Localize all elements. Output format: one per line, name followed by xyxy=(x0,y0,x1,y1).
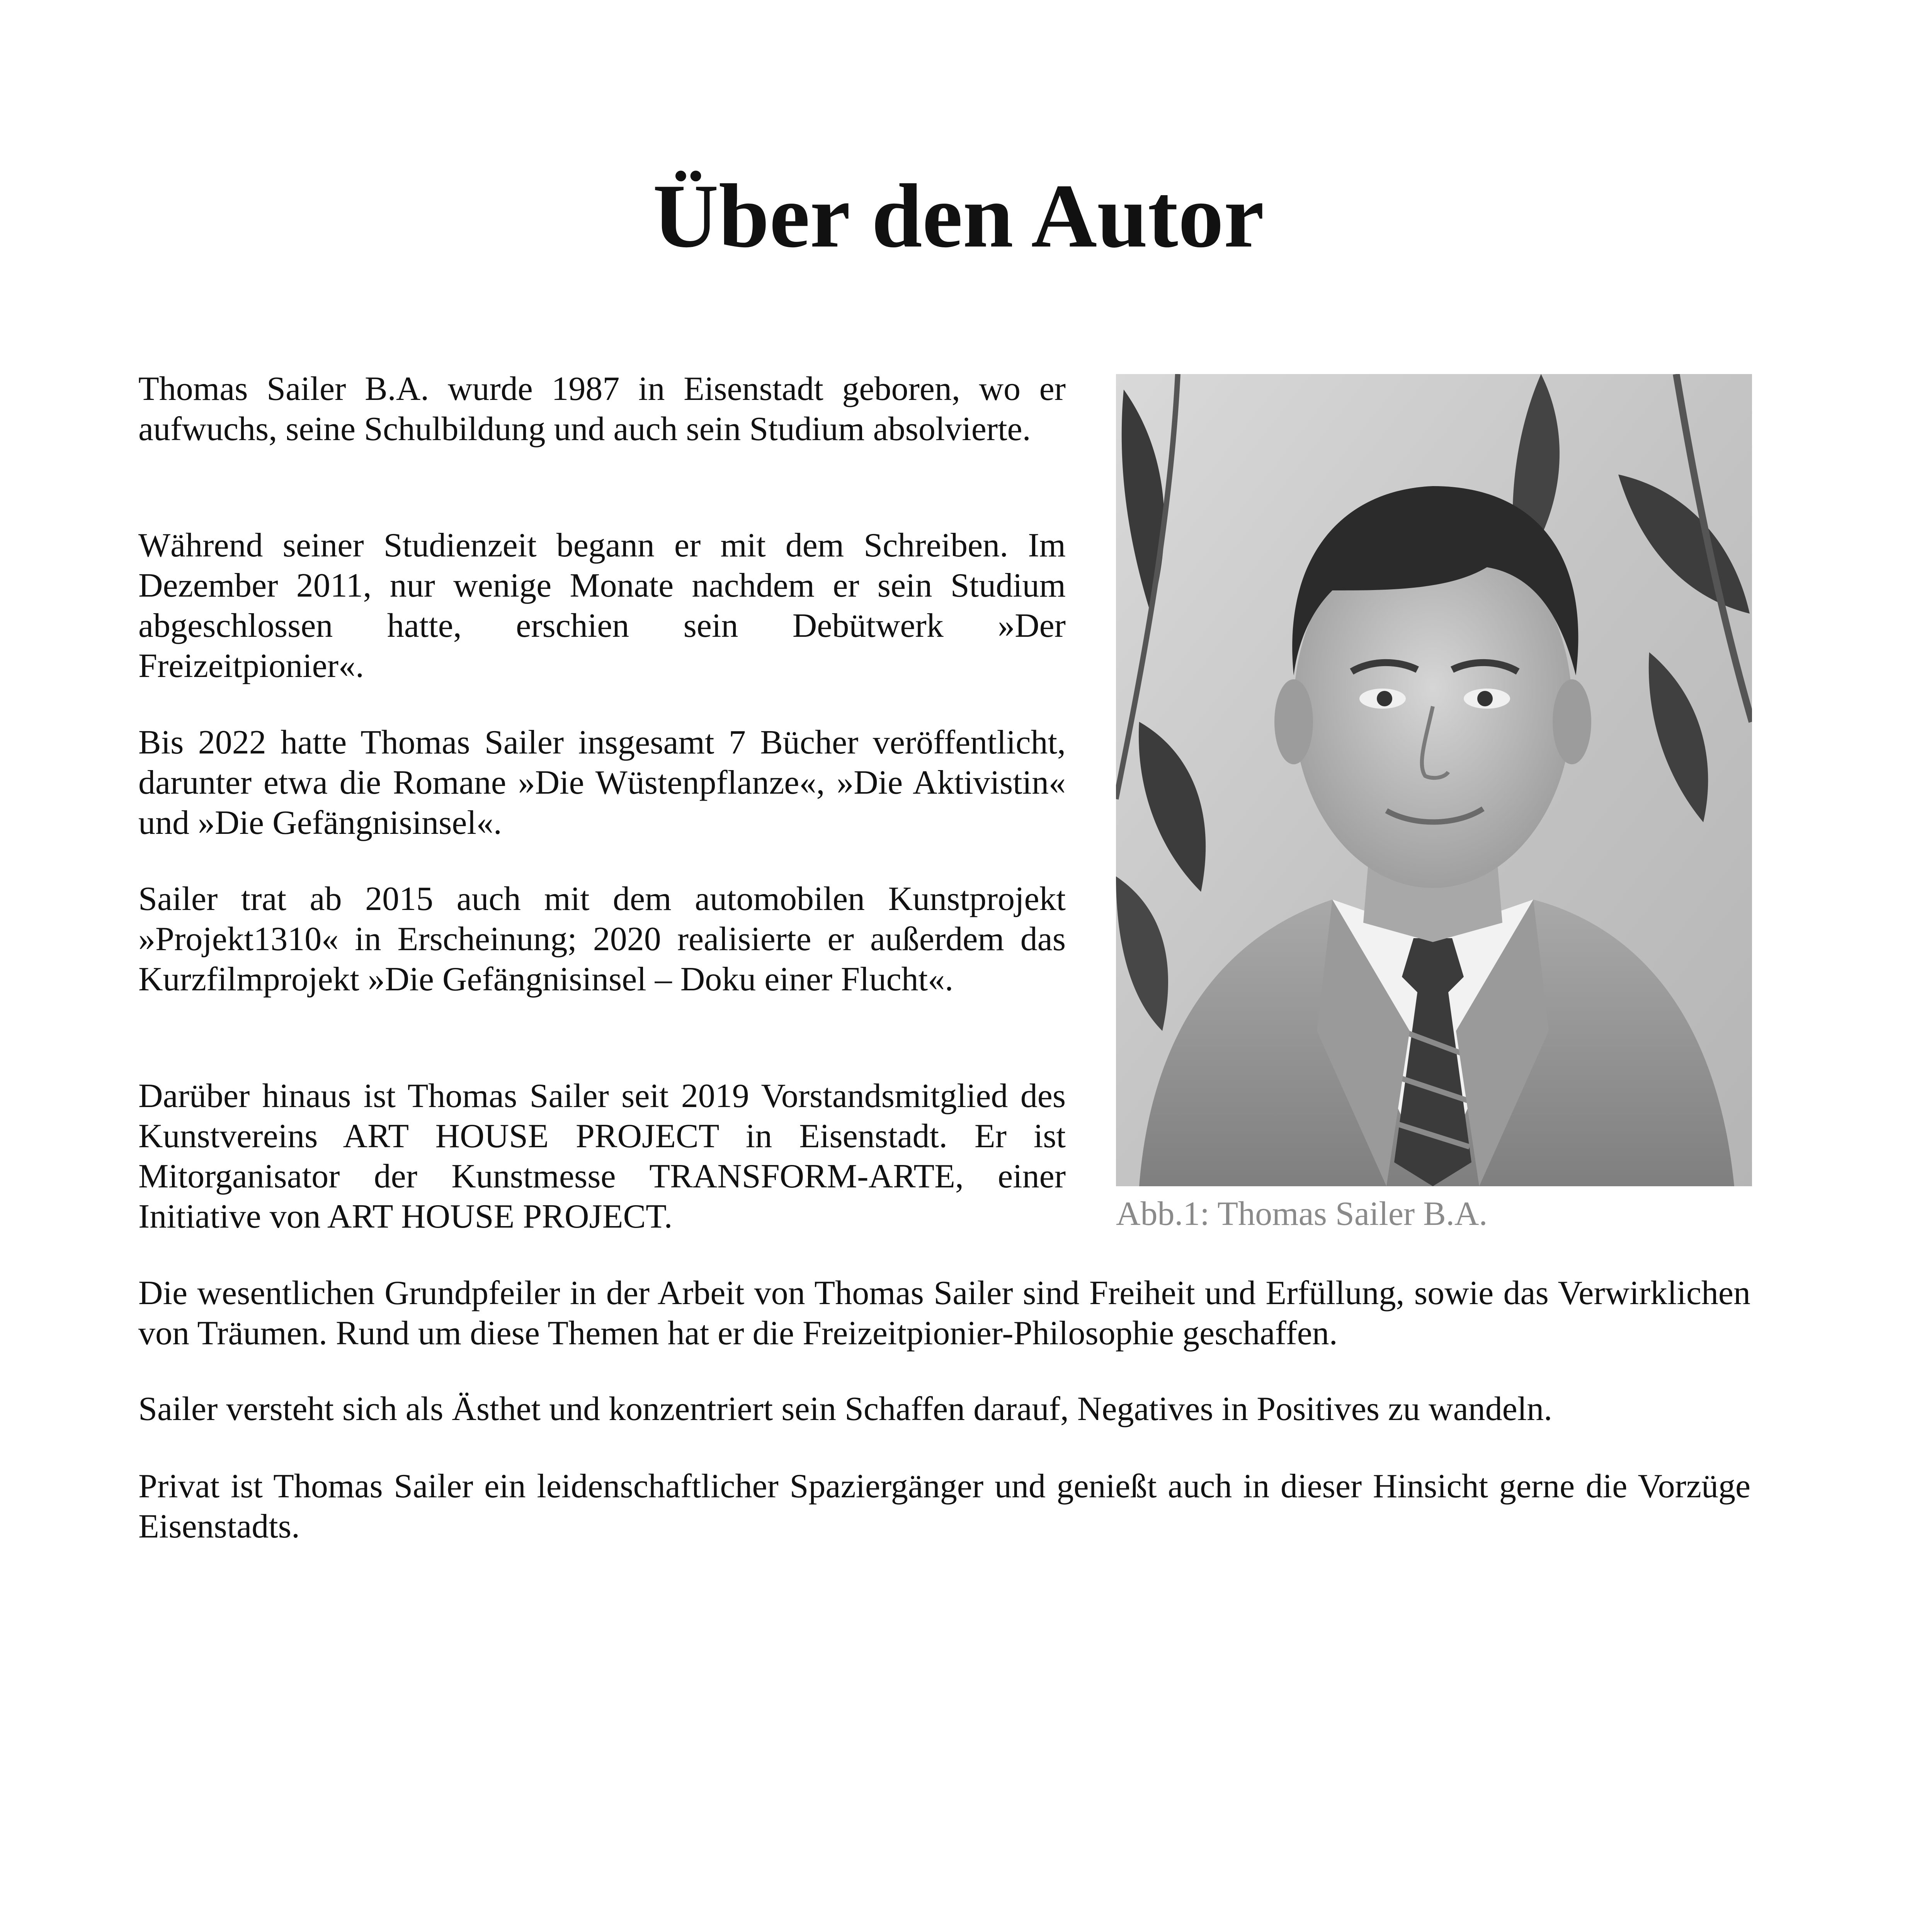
paragraph-art-house: Darüber hinaus ist Thomas Sailer seit 2019 Vorstandsmitglied des Kunstvereins ART HOUSE PROJECT in Eisenstadt. Er ist Mitorganisator der Kunstmesse TRANSFORM-ARTE, einer Initiative von ART HOUSE PROJECT. xyxy=(138,1077,1066,1235)
paragraph-birth: Thomas Sailer B.A. wurde 1987 in Eisenstadt geboren, wo er aufwuchs, seine Schulbildung und auch sein Studium absolvierte. xyxy=(138,370,1066,448)
author-photo xyxy=(1116,374,1752,1186)
page-title: Über den Autor xyxy=(653,166,1264,267)
paragraph-private: Privat ist Thomas Sailer ein leidenschaftlicher Spaziergänger und genießt auch in dieser Hinsicht gerne die Vorzüge Eisenstadts. xyxy=(138,1468,1750,1545)
paragraph-projects: Sailer trat ab 2015 auch mit dem automobilen Kunstprojekt »Projekt1310« in Erscheinung; 2020 realisierte er außerdem das Kurzfilmprojekt »Die Gefängnisinsel – Doku einer Flucht«. xyxy=(138,880,1066,998)
paragraph-aesthetic: Sailer versteht sich als Ästhet und konzentriert sein Schaffen darauf, Negatives in Positives zu wandeln. xyxy=(138,1390,1553,1428)
paragraph-debut: Während seiner Studienzeit begann er mit dem Schreiben. Im Dezember 2011, nur wenige Monate nachdem er sein Studium abgeschlossen hatte, erschien sein Debütwerk »Der Freizeitpionier«. xyxy=(138,527,1066,685)
paragraph-books: Bis 2022 hatte Thomas Sailer insgesamt 7 Bücher veröffentlicht, darunter etwa die Romane »Die Wüstenpflanze«, »Die Aktivistin« und »Die Gefängnisinsel«. xyxy=(138,724,1066,842)
photo-caption: Abb.1: Thomas Sailer B.A. xyxy=(1116,1195,1488,1233)
paragraph-themes: Die wesentlichen Grundpfeiler in der Arbeit von Thomas Sailer sind Freiheit und Erfüllung, sowie das Verwirklichen von Träumen. Rund um diese Themen hat er die Freizeitpionier-Philosophie geschaffen. xyxy=(138,1274,1750,1352)
